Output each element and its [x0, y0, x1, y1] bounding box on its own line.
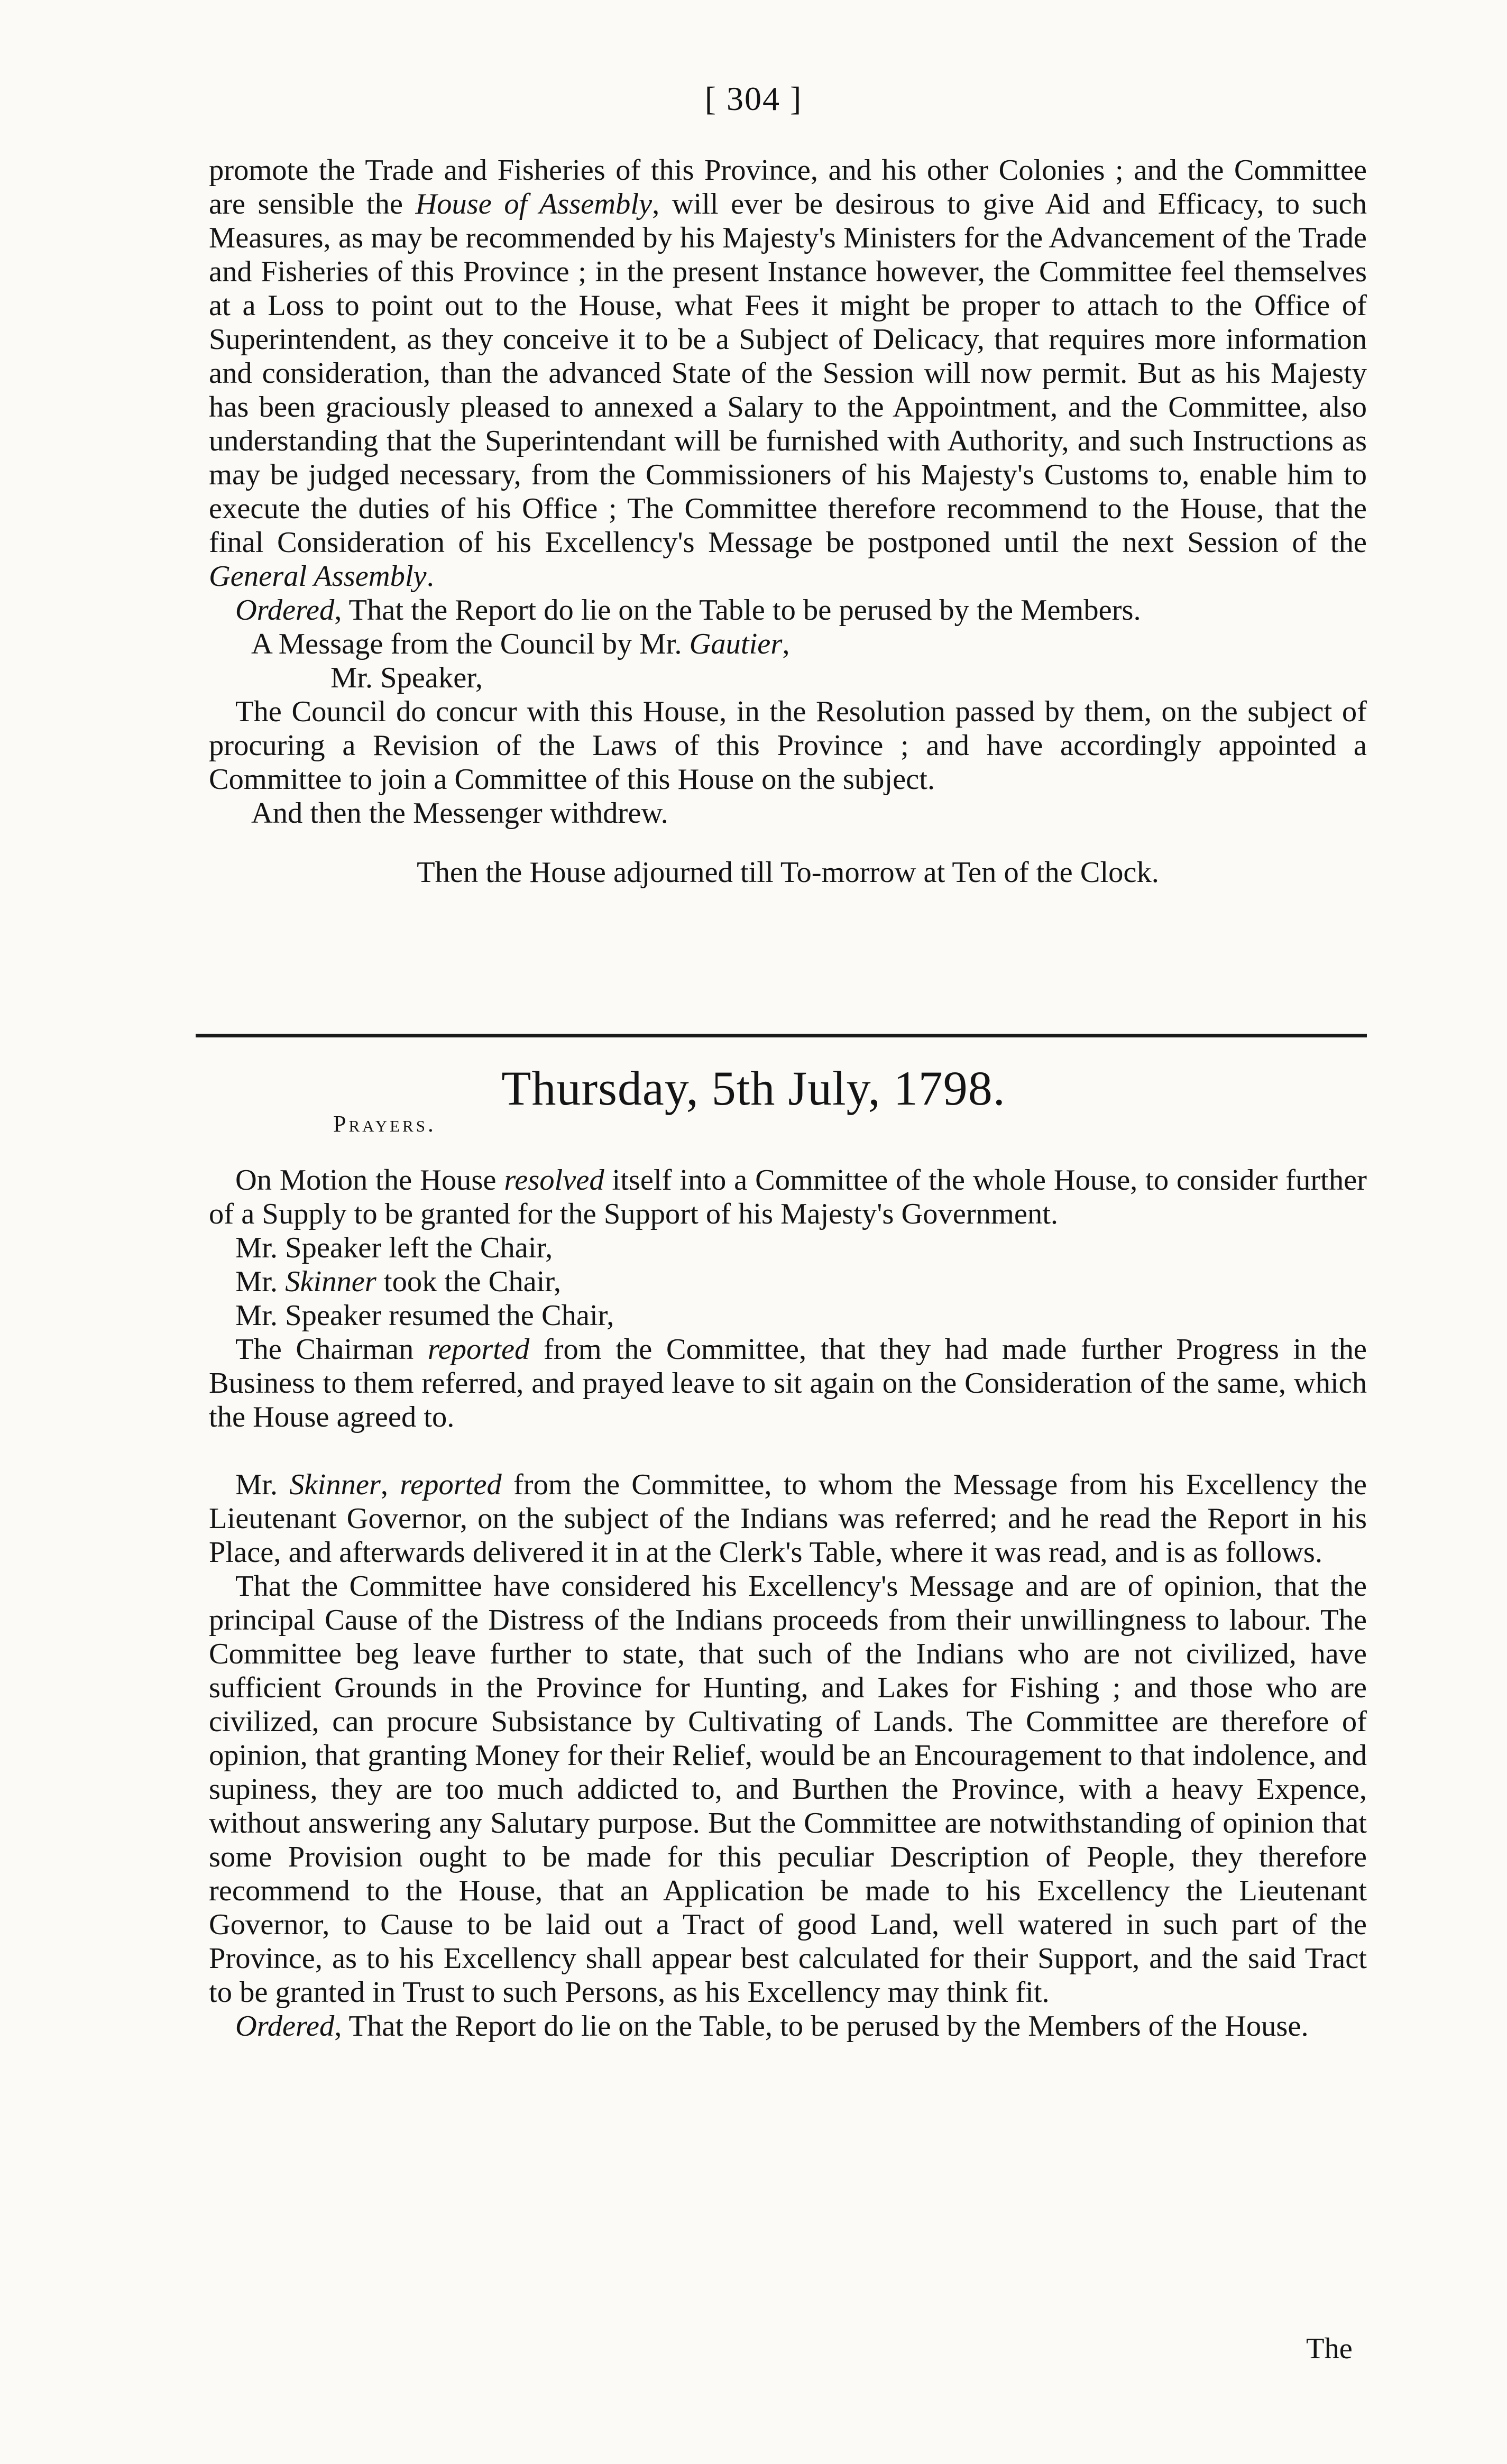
reported-italic: reported [427, 1333, 530, 1366]
skinner-name: Skinner [289, 1468, 381, 1501]
section-divider-rule [196, 1034, 1367, 1037]
skinner-name: Skinner [285, 1265, 376, 1298]
catchword: The [1306, 2332, 1353, 2365]
motion-paragraph: On Motion the House resolved itself into a Committee of the whole House, to consider further of a Supply to be granted for the Support of his Majesty's Government. [209, 1164, 1367, 1230]
messenger-withdrew-line: And then the Messenger withdrew. [251, 797, 668, 830]
ordered-word: Ordered [235, 594, 335, 627]
resolved-italic: resolved [504, 1164, 604, 1197]
chairman-report-paragraph: The Chairman reported from the Committee, that they had made further Progress in the Business to them referred, and prayed leave to sit again on the Consideration of the same, which the House agreed to. [209, 1333, 1367, 1433]
mr-speaker-salutation: Mr. Speaker, [330, 661, 483, 694]
report-continuation-paragraph: promote the Trade and Fisheries of this Province, and his other Colonies ; and the Committee are sensible the House of Assembly, will ever be desirous to give Aid and Efficacy, to such Measures, as may be recommended by his Majesty's Ministers for the Advancement of the Trade and Fisheries of this Province ; in the present Instance however, the Committee feel themselves at a Loss to point out to the House, what Fees it might be proper to attach to the Office of Superintendent, as they conceive it to be a Subject of Delicacy, that requires more information and consideration, than the advanced State of the Session will now permit. But as his Majesty has been graciously pleased to annexed a Salary to the Appointment, and the Committee, also understanding that the Superintendant will be furnished with Authority, and such Instructions as may be judged necessary, from the Commissioners of his Majesty's Customs to, enable him to execute the duties of his Office ; The Committee therefore recommend to the House, that the final Consideration of his Excellency's Message be postponed until the next Session of the General Assembly. [209, 154, 1367, 593]
paragraph-gap [209, 1434, 1367, 1468]
skinner-took-chair-line: Mr. Skinner took the Chair, [235, 1265, 562, 1298]
ordered-paragraph-2: Ordered, That the Report do lie on the Table, to be perused by the Members of the House. [235, 2010, 1309, 2043]
top-section [209, 153, 1367, 889]
indians-report-paragraph: That the Committee have considered his Excellency's Message and are of opinion, that the principal Cause of the Distress of the Indians proceeds from their unwillingness to labour. The Committee beg leave further to state, that such of the Indians who are not civilized, have sufficient Grounds in the Province for Hunting, and Lakes for Fishing ; and those who are civilized, can procure Subsistance by Cultivating of Lands. The Committee are therefore of opinion, that granting Money for their Relief, would be an Encouragement to that indolence, and supiness, they are too much addicted to, and Burthen the Province, with a heavy Expence, without answering any Salutary purpose. But the Committee are notwithstanding of opinion that some Provision ought to be made for this peculiar Description of People, they therefore recommend to the House, that an Application be made to his Excellency the Lieutenant Governor, to Cause to be laid out a Tract of good Land, well watered in such part of the Province, as to his Excellency shall appear best calculated for their Support, and the said Tract to be granted in Trust to such Persons, as his Excellency may think fit. [209, 1570, 1367, 2009]
reported-italic: reported [400, 1468, 502, 1501]
page-number: [ 304 ] [704, 80, 803, 117]
council-concur-paragraph: The Council do concur with this House, in the Resolution passed by them, on the subject of procuring a Revision of the Laws of this Province ; and have accordingly appointed a Committee to join a Committee of this House on the subject. [209, 695, 1367, 796]
speaker-resumed-chair-line: Mr. Speaker resumed the Chair, [235, 1299, 614, 1332]
ordered-paragraph: Ordered, That the Report do lie on the Table to be perused by the Members. [235, 594, 1141, 627]
house-of-assembly-italic: House of Assembly [415, 188, 653, 220]
skinner-report-paragraph: Mr. Skinner, reported from the Committee, to whom the Message from his Excellency the Lieutenant Governor, on the subject of the Indians was referred; and he read the Report in his Place, and afterwards delivered it in at the Clerk's Table, where it was read, and is as follows. [209, 1468, 1367, 1569]
date-heading: Thursday, 5th July, 1798. [501, 1061, 1006, 1115]
ordered-word: Ordered [235, 2010, 335, 2043]
speaker-left-chair-line: Mr. Speaker left the Chair, [235, 1231, 553, 1264]
general-assembly-italic: General Assembly [209, 560, 427, 593]
bottom-section [209, 1163, 1367, 2043]
prayers-label: Prayers. [333, 1111, 436, 1137]
council-message-line: A Message from the Council by Mr. Gautier, [251, 628, 790, 660]
messenger-name: Gautier [689, 628, 783, 660]
adjournment-line: Then the House adjourned till To-morrow at Ten of the Clock. [417, 856, 1159, 889]
